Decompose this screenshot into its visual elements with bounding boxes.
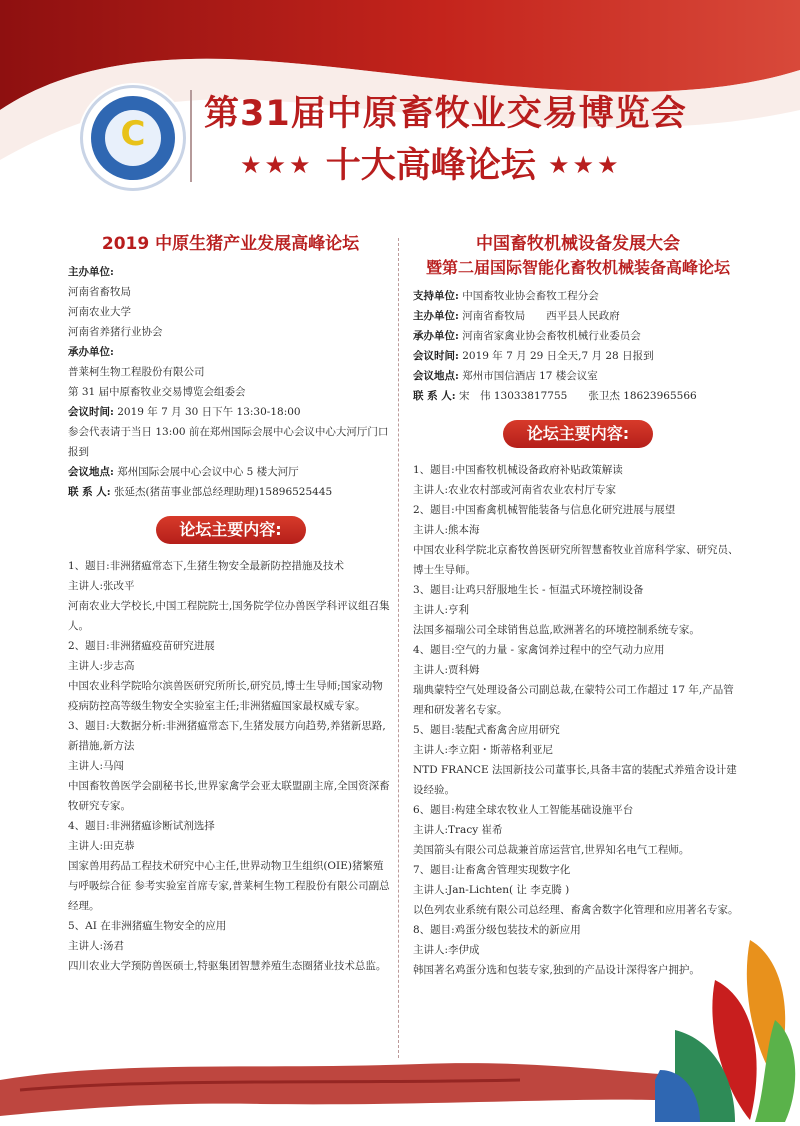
topic-line: 美国箭头有限公司总裁兼首席运营官,世界知名电气工程师。 <box>413 844 690 856</box>
subtitle-text: 十大高峰论坛 <box>325 146 536 186</box>
topic-line: 1、题目:中国畜牧机械设备政府补贴政策解读 <box>413 464 623 476</box>
topic-line: 7、题目:让畜禽舍管理实现数字化 <box>413 864 571 876</box>
topic-line: 主讲人:Jan-Lichten( 让 李克腾 ) <box>413 884 570 896</box>
header-divider <box>190 90 192 182</box>
topic-line: 中国农业科学院哈尔滨兽医研究所所长,研究员,博士生导师;国家动物疫病防控高等级生物安全实验室主任;非洲猪瘟国家最权威专家。 <box>68 680 383 712</box>
topic-line: 瑞典蒙特空气处理设备公司副总裁,在蒙特公司工作超过 17 年,产品管理和研发著名专家。 <box>413 684 734 716</box>
undertaker-unit: 承办单位: 河南省家禽业协会畜牧机械行业委员会 <box>413 330 641 342</box>
meeting-time: 会议时间: 2019 年 7 月 29 日全天,7 月 28 日报到 <box>413 350 654 362</box>
topic-line: 6、题目:构建全球农牧业人工智能基础设施平台 <box>413 804 634 816</box>
topic-line: 5、题目:装配式畜禽舍应用研究 <box>413 724 560 736</box>
topic-line: 主讲人:贾科姆 <box>413 664 480 676</box>
organizer-item: 河南省养猪行业协会 <box>68 326 163 338</box>
undertaker-item: 普莱柯生物工程股份有限公司 <box>68 366 205 378</box>
left-section-title: 2019 中原生猪产业发展高峰论坛 <box>101 234 360 254</box>
topic-line: 主讲人:农业农村部或河南省农业农村厅专家 <box>413 484 617 496</box>
contact-person: 联 系 人: 宋 伟 13033817755 张卫杰 18623965566 <box>413 390 697 402</box>
stars-right-icon: ★★★ <box>547 151 622 179</box>
contact-person: 联 系 人: 张延杰(猪苗事业部总经理助理)15896525445 <box>68 486 333 498</box>
left-forum <box>68 232 393 976</box>
undertaker-label: 承办单位: <box>68 346 114 358</box>
topic-line: 4、题目:空气的力量 - 家禽饲养过程中的空气动力应用 <box>413 644 665 656</box>
topic-line: 法国多福瑞公司全球销售总监,欧洲著名的环境控制系统专家。 <box>413 624 700 636</box>
topic-line: 中国农业科学院北京畜牧兽医研究所智慧畜牧业首席科学家、研究员、博士生导师。 <box>413 544 739 576</box>
topic-line: 主讲人:田克恭 <box>68 840 135 852</box>
stars-left-icon: ★★★ <box>240 151 314 179</box>
topic-line: 主讲人:汤君 <box>68 940 125 952</box>
undertaker-list <box>68 362 393 402</box>
page-title: 第31届中原畜牧业交易博览会 <box>204 94 687 134</box>
topic-line: NTD FRANCE 法国新技公司董事长,具备丰富的装配式养殖舍设计建设经验。 <box>413 764 737 796</box>
topic-line: 主讲人:李立阳・斯蒂格利亚尼 <box>413 744 554 756</box>
topic-line: 主讲人:张改平 <box>68 580 135 592</box>
topic-line: 主讲人:Tracy 崔希 <box>413 824 503 836</box>
topic-line: 3、题目:让鸡只舒服地生长 - 恒温式环境控制设备 <box>413 584 644 596</box>
topic-line: 2、题目:非洲猪瘟疫苗研究进展 <box>68 640 215 652</box>
undertaker-item: 第 31 届中原畜牧业交易博览会组委会 <box>68 386 246 398</box>
topic-line: 3、题目:大数据分析:非洲猪瘟常态下,生猪发展方向趋势,养猪新思路,新措施,新方法 <box>68 720 386 752</box>
expo-logo <box>80 85 186 191</box>
organizer-item: 河南省畜牧局 <box>68 286 131 298</box>
topic-line: 主讲人:熊本海 <box>413 524 480 536</box>
topic-line: 中国畜牧兽医学会副秘书长,世界家禽学会亚太联盟副主席,全国资深畜牧研究专家。 <box>68 780 390 812</box>
topic-line: 1、题目:非洲猪瘟常态下,生猪生物安全最新防控措施及技术 <box>68 560 345 572</box>
left-topic-list <box>68 556 393 976</box>
topic-line: 韩国著名鸡蛋分选和包装专家,独到的产品设计深得客户拥护。 <box>413 964 700 976</box>
right-section-subtitle: 暨第二届国际智能化畜牧机械装备高峰论坛 <box>425 258 730 277</box>
right-topic-list <box>413 460 743 980</box>
left-content-title: 论坛主要内容: <box>156 516 306 544</box>
topic-line: 主讲人:亨利 <box>413 604 470 616</box>
right-section-title: 中国畜牧机械设备发展大会 <box>476 234 680 254</box>
right-forum <box>413 232 743 980</box>
topic-line: 主讲人:马闯 <box>68 760 125 772</box>
meeting-place: 会议地点: 郑州市国信酒店 17 楼会议室 <box>413 370 598 382</box>
page-subtitle <box>240 138 760 188</box>
topic-line: 4、题目:非洲猪瘟诊断试剂选择 <box>68 820 215 832</box>
topic-line: 主讲人:李伊成 <box>413 944 480 956</box>
organizer-list <box>68 282 393 342</box>
topic-line: 河南农业大学校长,中国工程院院士,国务院学位办兽医学科评议组召集人。 <box>68 600 390 632</box>
organizer-label: 主办单位: <box>68 266 114 278</box>
organizer-unit: 主办单位: 河南省畜牧局 西平县人民政府 <box>413 310 620 322</box>
column-divider <box>398 238 399 1058</box>
decorative-leaves-icon <box>655 930 800 1122</box>
support-unit: 支持单位: 中国畜牧业协会畜牧工程分会 <box>413 290 599 302</box>
right-content-title: 论坛主要内容: <box>503 420 653 448</box>
topic-line: 5、AI 在非洲猪瘟生物安全的应用 <box>68 920 227 932</box>
topic-line: 2、题目:中国畜禽机械智能装备与信息化研究进展与展望 <box>413 504 676 516</box>
arrival-notice: 参会代表请于当日 13:00 前在郑州国际会展中心会议中心大河厅门口报到 <box>68 426 389 458</box>
topic-line: 8、题目:鸡蛋分级包装技术的新应用 <box>413 924 581 936</box>
topic-line: 四川农业大学预防兽医硕士,特驱集团智慧养殖生态圈猪业技术总监。 <box>68 960 387 972</box>
topic-line: 国家兽用药品工程技术研究中心主任,世界动物卫生组织(OIE)猪繁殖与呼吸综合征 参考实验室首席专家,普莱柯生物工程股份有限公司副总经理。 <box>68 860 390 912</box>
organizer-item: 河南农业大学 <box>68 306 131 318</box>
meeting-time: 会议时间: 2019 年 7 月 30 日下午 13:30-18:00 <box>68 406 301 418</box>
meeting-place: 会议地点: 郑州国际会展中心会议中心 5 楼大河厅 <box>68 466 299 478</box>
topic-line: 以色列农业系统有限公司总经理、畜禽舍数字化管理和应用著名专家。 <box>413 904 739 916</box>
topic-line: 主讲人:步志高 <box>68 660 135 672</box>
logo-mark-icon: C <box>120 114 146 154</box>
